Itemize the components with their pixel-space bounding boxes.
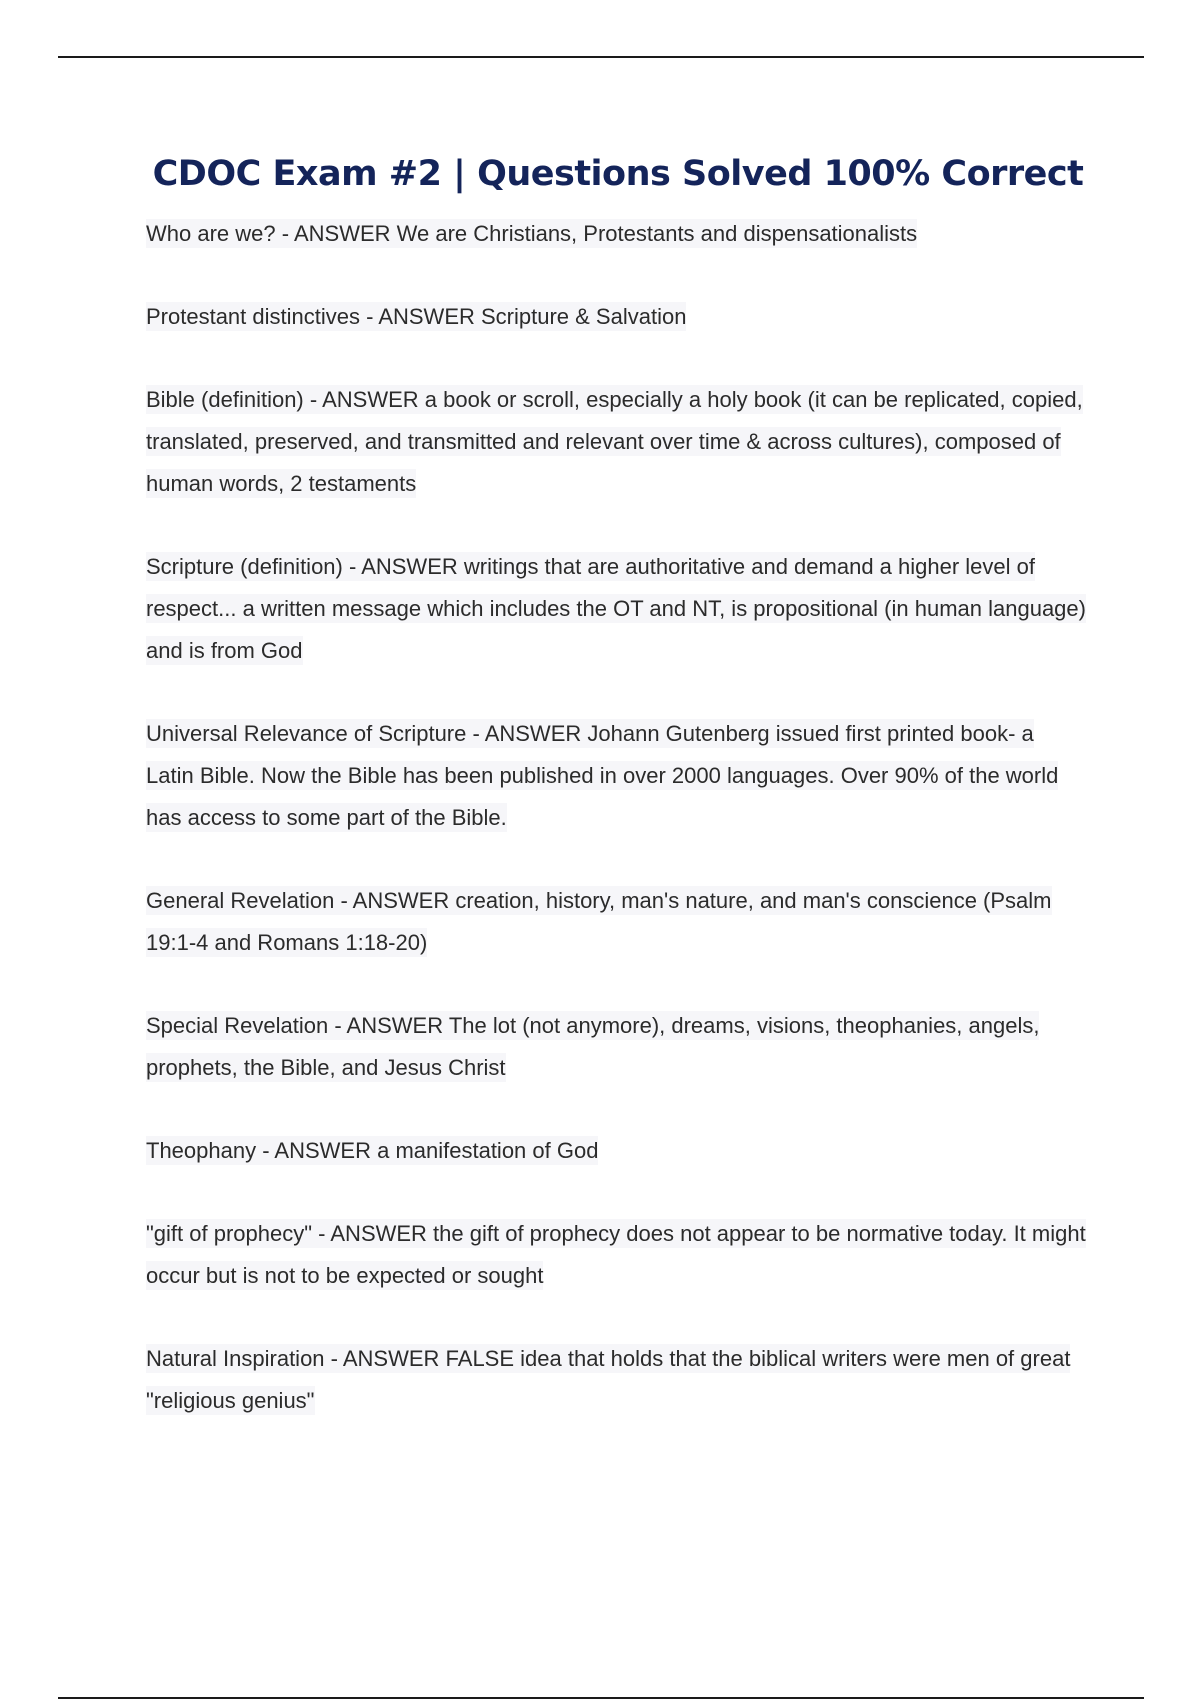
qa-item: "gift of prophecy" - ANSWER the gift of prophecy does not appear to be normative today. It might occur but is not to be expected or sought [146,1221,1086,1288]
qa-item: Special Revelation - ANSWER The lot (not anymore), dreams, visions, theophanies, angels, prophets, the Bible, and Jesus Christ [146,1013,1040,1080]
qa-item: Bible (definition) - ANSWER a book or scroll, especially a holy book (it can be replicated, copied, translated, preserved, and transmitted and relevant over time & across cultures), composed of human words, 2 testaments [146,387,1083,496]
page-title: CDOC Exam #2 | Questions Solved 100% Correct [152,154,1084,194]
qa-item: General Revelation - ANSWER creation, history, man's nature, and man's conscience (Psalm 19:1-4 and Romans 1:18-20) [146,888,1052,955]
qa-item: Protestant distinctives - ANSWER Scripture & Salvation [146,304,687,329]
bottom-divider [58,1697,1144,1699]
qa-item: Natural Inspiration - ANSWER FALSE idea that holds that the biblical writers were men of great "religious genius" [146,1346,1071,1413]
qa-item: Universal Relevance of Scripture - ANSWER Johann Gutenberg issued first printed book- a Latin Bible. Now the Bible has been published in over 2000 languages. Over 90% of the world has access to some part of the Bible. [146,721,1059,830]
qa-item: Scripture (definition) - ANSWER writings that are authoritative and demand a higher level of respect... a written message which includes the OT and NT, is propositional (in human language) and is from God [146,554,1086,663]
qa-item: Who are we? - ANSWER We are Christians, Protestants and dispensationalists [146,221,918,246]
qa-item: Theophany - ANSWER a manifestation of God [146,1138,599,1163]
top-divider [58,56,1144,58]
qa-list [146,213,1086,1463]
